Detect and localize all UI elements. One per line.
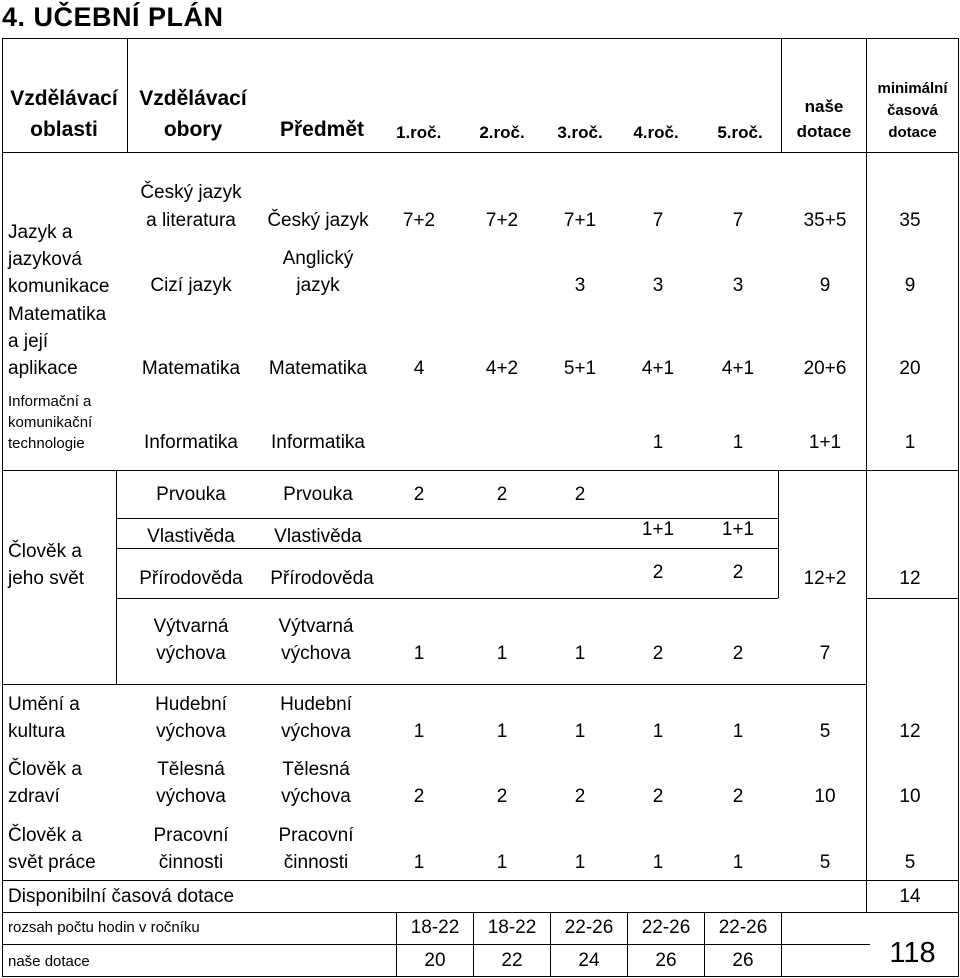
year-cell: 1: [574, 721, 586, 742]
area-label: jeho svět: [8, 568, 85, 589]
area-label: komunikace: [8, 276, 110, 297]
obor-cell: výchova: [156, 721, 226, 742]
area-label: komunikační: [8, 414, 93, 431]
header-predmet: Předmět: [279, 118, 365, 141]
predmet-cell: Výtvarná: [278, 616, 354, 637]
min-cell: 20: [899, 358, 921, 379]
year-cell: 3: [652, 275, 664, 296]
obor-cell: Tělesná: [157, 759, 225, 780]
area-label: Člověk a: [8, 759, 82, 780]
predmet-cell: Matematika: [268, 358, 368, 379]
year-cell: 2: [574, 786, 586, 807]
min-cell: 1: [904, 432, 916, 453]
obor-cell: činnosti: [158, 852, 224, 873]
nase-cell: 20+6: [803, 358, 847, 379]
year-cell: 3: [732, 275, 744, 296]
year-cell: 1: [574, 643, 586, 664]
year-cell: 2: [496, 786, 508, 807]
predmet-cell: Tělesná: [282, 759, 350, 780]
year-cell: 1: [496, 721, 508, 742]
area-label: Člověk a: [8, 825, 82, 846]
area-label: kultura: [8, 721, 66, 742]
area-label: svět práce: [8, 852, 96, 873]
header-nase: dotace: [796, 122, 852, 141]
min-cell: 10: [899, 786, 921, 807]
min-cell: 12: [899, 721, 921, 742]
area-label: zdraví: [8, 786, 60, 807]
year-cell: 4: [413, 358, 425, 379]
header-minimalni: minimální: [877, 80, 948, 97]
obor-cell: Výtvarná: [153, 616, 229, 637]
year-cell: 1: [732, 852, 744, 873]
header-oblasti: Vzdělávací: [10, 87, 118, 110]
year-cell: 1: [413, 721, 425, 742]
year-cell: 4+1: [641, 358, 675, 379]
disponibilni-label: Disponibilní časová dotace: [8, 886, 235, 907]
area-label: a její: [8, 331, 49, 352]
area-label: Matematika: [8, 304, 107, 325]
predmet-cell: Anglický: [282, 248, 354, 269]
nase-cell: 5: [819, 721, 831, 742]
area-label: jazyková: [8, 249, 82, 270]
year-cell: 2: [413, 786, 425, 807]
header-obory: obory: [163, 118, 223, 141]
nase-cell: 1+1: [808, 432, 842, 453]
predmet-cell: Přírodověda: [270, 568, 374, 589]
predmet-cell: výchova: [281, 721, 351, 742]
year-cell: 1: [732, 721, 744, 742]
disponibilni-value: 14: [899, 886, 921, 907]
year-cell: 2: [496, 484, 508, 505]
area-label: technologie: [8, 435, 85, 452]
year-cell: 2: [652, 786, 664, 807]
nase-value: 24: [578, 950, 600, 971]
header-minimalni: časová: [887, 102, 938, 119]
year-cell: 1: [732, 432, 744, 453]
year-cell: 7: [652, 210, 664, 231]
predmet-cell: Informatika: [271, 432, 365, 453]
year-cell: 1+1: [641, 519, 675, 540]
rozsah-value: 18-22: [410, 917, 460, 938]
year-cell: 4+1: [721, 358, 755, 379]
year-cell: 1: [652, 721, 664, 742]
predmet-cell: Český jazyk: [267, 210, 369, 231]
predmet-cell: Prvouka: [283, 484, 353, 505]
year-cell: 1: [413, 643, 425, 664]
header-year: 4.roč.: [633, 123, 679, 142]
obor-cell: Pracovní: [153, 825, 229, 846]
year-cell: 4+2: [485, 358, 519, 379]
obor-cell: výchova: [156, 786, 226, 807]
year-cell: 5+1: [563, 358, 597, 379]
nase-cell: 5: [819, 852, 831, 873]
year-cell: 7: [732, 210, 744, 231]
nase-cell: 9: [819, 275, 831, 296]
rozsah-value: 22-26: [641, 917, 691, 938]
header-year: 5.roč.: [717, 123, 763, 142]
nase-value: 20: [424, 950, 446, 971]
year-cell: 1: [413, 852, 425, 873]
header-year: 1.roč.: [396, 123, 442, 142]
rozsah-label: rozsah počtu hodin v ročníku: [8, 919, 200, 936]
predmet-cell: výchova: [281, 786, 351, 807]
year-cell: 3: [574, 275, 586, 296]
nase-cell: 35+5: [803, 210, 847, 231]
obor-cell: Český jazyk: [140, 182, 242, 203]
obor-cell: výchova: [156, 643, 226, 664]
obor-cell: Cizí jazyk: [150, 275, 232, 296]
obor-cell: Prvouka: [156, 484, 226, 505]
year-cell: 2: [652, 643, 664, 664]
area-label: aplikace: [8, 358, 78, 379]
nase-value: 26: [732, 950, 754, 971]
header-year: 3.roč.: [557, 123, 603, 142]
nase-value: 26: [655, 950, 677, 971]
nase-value: 22: [501, 950, 523, 971]
area-label: Člověk a: [8, 541, 82, 562]
year-cell: 1: [652, 432, 664, 453]
predmet-cell: Pracovní: [278, 825, 354, 846]
predmet-cell: výchova: [281, 643, 351, 664]
obor-cell: Vlastivěda: [147, 526, 235, 547]
predmet-cell: jazyk: [296, 275, 340, 296]
year-cell: 2: [732, 562, 744, 583]
rozsah-value: 22-26: [564, 917, 614, 938]
year-cell: 1: [496, 852, 508, 873]
rozsah-value: 22-26: [718, 917, 768, 938]
nase-cell: 7: [819, 643, 831, 664]
area-label: Umění a: [8, 694, 80, 715]
area-label: Informační a: [8, 393, 92, 410]
year-cell: 2: [574, 484, 586, 505]
year-cell: 7+2: [485, 210, 519, 231]
year-cell: 2: [732, 786, 744, 807]
obor-cell: Matematika: [141, 358, 241, 379]
predmet-cell: činnosti: [283, 852, 349, 873]
predmet-cell: Vlastivěda: [274, 526, 362, 547]
obor-cell: Přírodověda: [139, 568, 243, 589]
predmet-cell: Hudební: [280, 694, 352, 715]
year-cell: 2: [413, 484, 425, 505]
obor-cell: Informatika: [144, 432, 238, 453]
header-obory: Vzdělávací: [139, 87, 247, 110]
rozsah-value: 18-22: [487, 917, 537, 938]
year-cell: 2: [652, 562, 664, 583]
min-cell: 35: [899, 210, 921, 231]
nase-cell: 10: [814, 786, 836, 807]
page-title: 4. UČEBNÍ PLÁN: [2, 2, 224, 32]
year-cell: 1: [574, 852, 586, 873]
nase-cell: 12+2: [803, 568, 847, 589]
nase-total: 118: [889, 937, 936, 969]
header-oblasti: oblasti: [30, 118, 98, 141]
year-cell: 1: [652, 852, 664, 873]
nase-label: naše dotace: [8, 953, 90, 970]
min-cell: 12: [899, 568, 921, 589]
year-cell: 1: [496, 643, 508, 664]
header-nase: naše: [804, 97, 844, 116]
header-year: 2.roč.: [479, 123, 525, 142]
header-minimalni: dotace: [888, 124, 937, 141]
year-cell: 7+2: [402, 210, 436, 231]
year-cell: 1+1: [721, 519, 755, 540]
year-cell: 2: [732, 643, 744, 664]
obor-cell: Hudební: [155, 694, 227, 715]
obor-cell: a literatura: [146, 210, 236, 231]
min-cell: 5: [904, 852, 916, 873]
year-cell: 7+1: [563, 210, 597, 231]
min-cell: 9: [904, 275, 916, 296]
area-label: Jazyk a: [8, 222, 73, 243]
